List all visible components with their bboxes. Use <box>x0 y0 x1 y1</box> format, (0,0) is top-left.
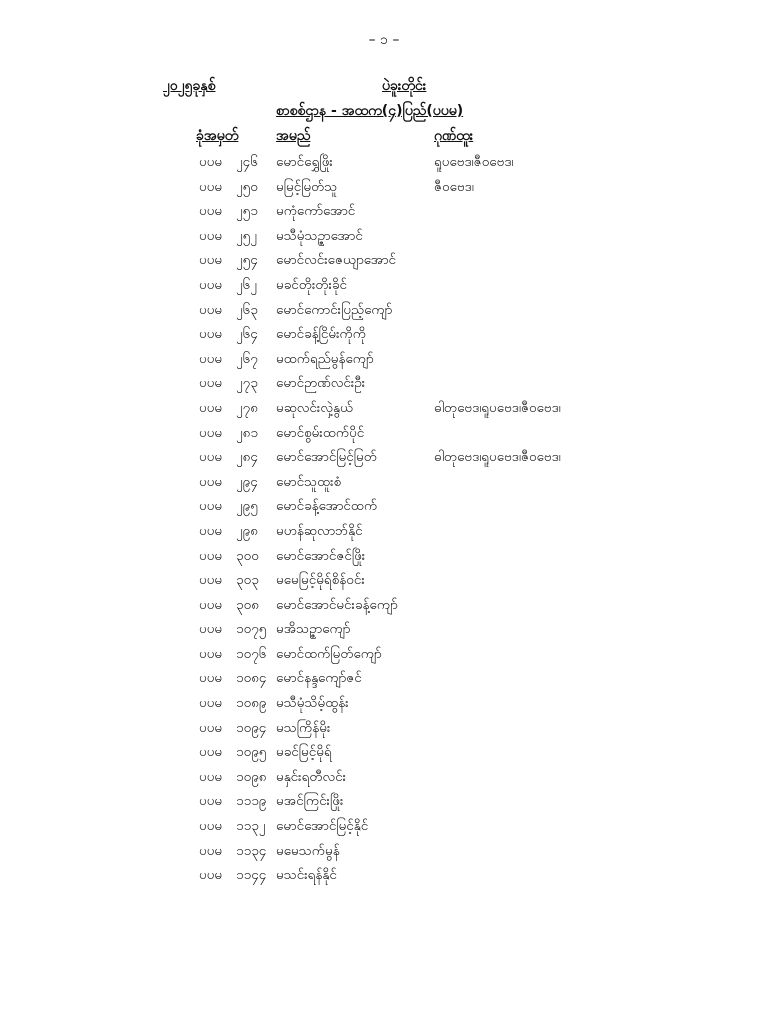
student-name: မောင်ဉာဏ်လင်းဦး <box>276 375 366 392</box>
roll-number: ၁၀၉၄ <box>236 719 267 736</box>
roll-number: ၂၄၆ <box>236 154 258 170</box>
table-row <box>0 863 768 888</box>
table-row <box>0 789 768 814</box>
roll-number: ၂၈၁ <box>236 424 258 441</box>
table-row <box>0 716 768 741</box>
distinction-subjects: ဇီဝဗေဒ၊ <box>434 178 474 195</box>
roll-number: ၂၆၃ <box>236 301 258 318</box>
student-name: မောင်စွမ်းထက်ပိုင် <box>276 424 365 441</box>
region-title: ပဲခူးတိုင်း <box>382 78 427 94</box>
roll-prefix: ပပမ <box>199 154 223 170</box>
table-row <box>0 642 768 667</box>
student-name: မနှင်းရတီလင်း <box>276 768 347 785</box>
roll-prefix: ပပမ <box>199 350 223 367</box>
column-header-name: အမည် <box>276 128 311 144</box>
table-row <box>0 691 768 716</box>
roll-prefix: ပပမ <box>199 227 223 244</box>
roll-number: ၃၀၀ <box>236 547 259 564</box>
student-name: မောင်လင်းဇေယျာအောင် <box>276 252 397 269</box>
student-name: မအင်ကြင်းဖြိုး <box>276 793 344 810</box>
roll-prefix: ပပမ <box>199 695 223 712</box>
table-row <box>0 248 768 273</box>
roll-prefix: ပပမ <box>199 621 223 638</box>
student-name: မောင်အောင်ဇင်ဖြိုး <box>276 547 366 564</box>
student-name: မကုံကော်အောင် <box>276 203 356 220</box>
table-row <box>0 544 768 569</box>
student-name: မမြင့်မြတ်သူ <box>276 178 338 195</box>
roll-number: ၁၁၃၂ <box>236 818 266 835</box>
page-number: – ၁ – <box>368 32 400 48</box>
roll-number: ၁၀၈၉ <box>236 695 267 712</box>
column-header-distinction: ဂုဏ်ထူး <box>434 128 474 144</box>
student-name: မောင်ရွှေဖြိုး <box>276 154 333 170</box>
table-row <box>0 740 768 765</box>
student-name: မသီမုံသိမ့်ထွန်း <box>276 695 349 712</box>
roll-prefix: ပပမ <box>199 301 223 318</box>
student-name: မောင်သူထူးစံ <box>276 473 342 490</box>
table-row <box>0 593 768 618</box>
roll-number: ၁၀၇၅ <box>236 621 267 638</box>
table-row <box>0 199 768 224</box>
roll-prefix: ပပမ <box>199 399 223 416</box>
table-row <box>0 150 768 175</box>
roll-number: ၁၀၈၄ <box>236 670 267 687</box>
roll-prefix: ပပမ <box>199 498 223 515</box>
table-row <box>0 494 768 519</box>
roll-number: ၂၆၇ <box>236 350 258 367</box>
roll-number: ၂၆၂ <box>236 276 257 293</box>
roll-prefix: ပပမ <box>199 252 223 269</box>
student-name: မခင်မြင့်မိုရ် <box>276 744 332 761</box>
roll-prefix: ပပမ <box>199 572 223 589</box>
table-row <box>0 617 768 642</box>
roll-prefix: ပပမ <box>199 473 223 490</box>
roll-number: ၂၉၄ <box>236 473 258 490</box>
roll-prefix: ပပမ <box>199 842 223 859</box>
table-row <box>0 519 768 544</box>
student-name: မောင်နန္ဒကျော်ဇင် <box>276 670 362 687</box>
student-name: မောင်ခန့်အောင်ထက် <box>276 498 378 515</box>
roll-prefix: ပပမ <box>199 326 223 343</box>
roll-number: ၁၀၇၆ <box>236 645 267 662</box>
roll-prefix: ပပမ <box>199 670 223 687</box>
distinction-subjects: ဓါတုဗေဒ၊ရူပဗေဒ၊ဇီဝဗေဒ၊ <box>434 449 561 466</box>
table-row <box>0 568 768 593</box>
roll-number: ၂၅၄ <box>236 252 258 269</box>
roll-number: ၂၇၈ <box>236 399 258 416</box>
table-row <box>0 445 768 470</box>
table-row <box>0 347 768 372</box>
roll-prefix: ပပမ <box>199 818 223 835</box>
table-row <box>0 421 768 446</box>
distinction-subjects: ဓါတုဗေဒ၊ရူပဗေဒ၊ဇီဝဗေဒ၊ <box>434 399 561 416</box>
table-row <box>0 224 768 249</box>
roll-number: ၁၁၄၄ <box>236 867 267 884</box>
roll-prefix: ပပမ <box>199 178 223 195</box>
student-name: မဟန်ဆုလာဘ်နိုင် <box>276 522 363 539</box>
student-name: မသီမုံသဥ္ဇာအောင် <box>276 227 363 244</box>
roll-prefix: ပပမ <box>199 375 223 392</box>
exam-year: ၂၀၂၅ခုနှစ် <box>163 78 216 94</box>
student-name: မောင်ကောင်းပြည့်ကျော် <box>276 301 393 318</box>
table-row <box>0 470 768 495</box>
exam-center-subtitle: စာစစ်ဌာန - အထက(၄)ပြည်(ပပမ) <box>276 103 464 119</box>
roll-prefix: ပပမ <box>199 449 223 466</box>
roll-prefix: ပပမ <box>199 645 223 662</box>
roll-number: ၂၅၀ <box>236 178 258 195</box>
student-name: မောင်အောင်မြင့်မြတ် <box>276 449 377 466</box>
roll-number: ၂၉၅ <box>236 498 258 515</box>
roll-number: ၁၀၉၅ <box>236 744 267 761</box>
results-list <box>0 150 768 888</box>
student-name: မသကြိန်မိုး <box>276 719 331 736</box>
roll-prefix: ပပမ <box>199 522 223 539</box>
roll-prefix: ပပမ <box>199 547 223 564</box>
student-name: မသင်းရန်နိုင် <box>276 867 337 884</box>
roll-prefix: ပပမ <box>199 596 223 613</box>
roll-prefix: ပပမ <box>199 203 223 220</box>
roll-number: ၁၁၃၄ <box>236 842 267 859</box>
table-row <box>0 273 768 298</box>
roll-number: ၂၈၄ <box>236 449 258 466</box>
table-row <box>0 298 768 323</box>
student-name: မောင်အောင်မင်းခန့်ကျော် <box>276 596 398 613</box>
table-row <box>0 322 768 347</box>
student-name: မအိသဥ္ဇာကျော် <box>276 621 351 638</box>
roll-number: ၁၁၁၉ <box>236 793 267 810</box>
student-name: မောင်ခန့်ငြိမ်းကိုကို <box>276 326 366 343</box>
table-row <box>0 175 768 200</box>
distinction-subjects: ရူပဗေဒ၊ဇီဝဗေဒ၊ <box>434 154 514 170</box>
roll-prefix: ပပမ <box>199 744 223 761</box>
roll-number: ၃၀၈ <box>236 596 259 613</box>
table-row <box>0 396 768 421</box>
roll-number: ၁၀၉၈ <box>236 768 267 785</box>
roll-prefix: ပပမ <box>199 793 223 810</box>
column-header-roll-number: ခုံအမှတ် <box>196 128 239 144</box>
student-name: မထက်ရည်မွန်ကျော် <box>276 350 374 367</box>
roll-prefix: ပပမ <box>199 768 223 785</box>
roll-prefix: ပပမ <box>199 276 223 293</box>
student-name: မဆုလင်းလှဲ့နွယ် <box>276 399 354 416</box>
roll-number: ၂၆၄ <box>236 326 258 343</box>
student-name: မမေမြင့်မိုရ်စိန်ဝင်း <box>276 572 365 589</box>
table-row <box>0 839 768 864</box>
roll-prefix: ပပမ <box>199 719 223 736</box>
roll-prefix: ပပမ <box>199 424 223 441</box>
roll-prefix: ပပမ <box>199 867 223 884</box>
roll-number: ၂၅၂ <box>236 227 257 244</box>
table-row <box>0 814 768 839</box>
student-name: မမေသက်မွန် <box>276 842 340 859</box>
table-row <box>0 765 768 790</box>
roll-number: ၂၉၈ <box>236 522 258 539</box>
student-name: မခင်တိုးတိုးခိုင် <box>276 276 348 293</box>
roll-number: ၂၇၃ <box>236 375 258 392</box>
table-row <box>0 666 768 691</box>
roll-number: ၃၀၃ <box>236 572 259 589</box>
student-name: မောင်ထက်မြတ်ကျော် <box>276 645 382 662</box>
student-name: မောင်အောင်မြင့်နိုင် <box>276 818 369 835</box>
roll-number: ၂၅၁ <box>236 203 258 220</box>
table-row <box>0 371 768 396</box>
